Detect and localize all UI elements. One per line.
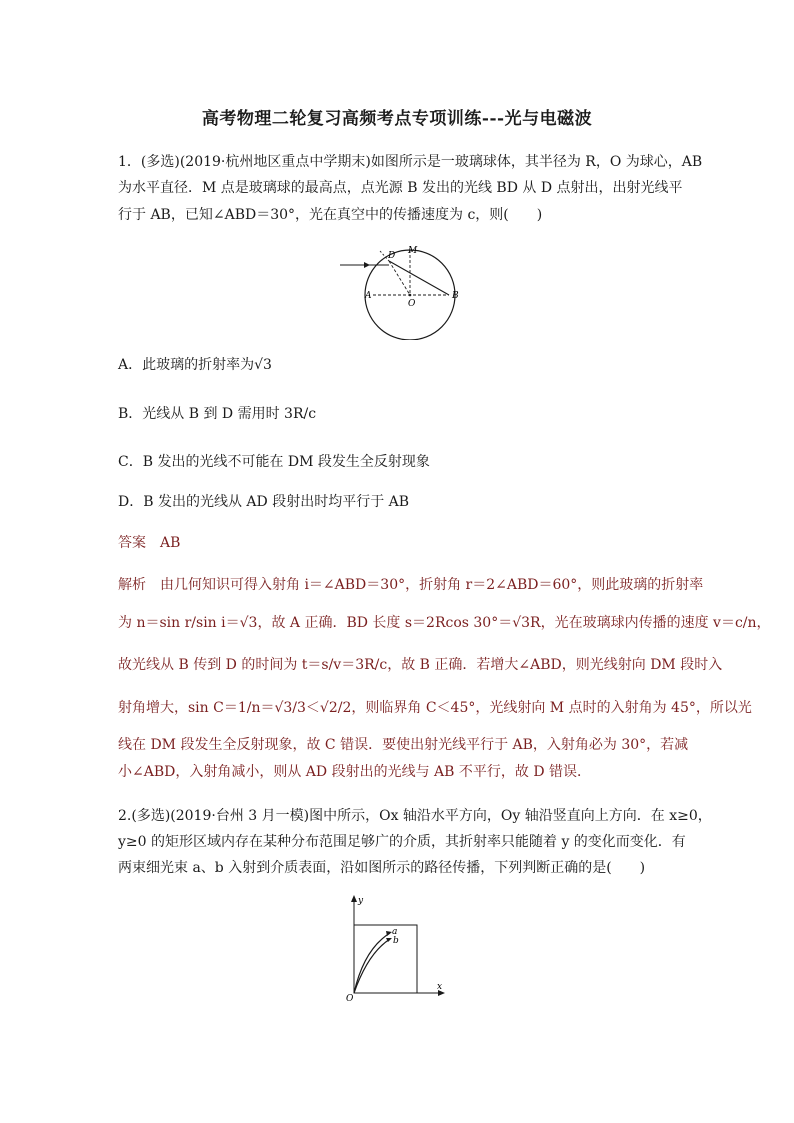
q1-stem-line-2: 为水平直径．M 点是玻璃球的最高点，点光源 B 发出的光线 BD 从 D 点射出，出射光线平 xyxy=(118,180,683,196)
option-a: A．此玻璃的折射率为√3 xyxy=(118,357,272,373)
answer: 答案 AB xyxy=(118,535,181,551)
analysis-line-2: 为 n＝sin r/sin i＝√3，故 A 正确．BD 长度 s＝2Rcos 30°＝√3R，光在玻璃球内传播的速度 v＝c/n， xyxy=(118,615,771,631)
analysis-line-1: 解析 由几何知识可得入射角 i＝∠ABD＝30°，折射角 r＝2∠ABD＝60°，则此玻璃的折射率 xyxy=(118,577,704,593)
label-o: O xyxy=(408,299,416,309)
label-m: M xyxy=(408,246,418,256)
analysis-line-5: 线在 DM 段发生全反射现象，故 C 错误．要使出射光线平行于 AB，入射角必为 30°，若减 xyxy=(118,737,689,753)
q1-stem-line-3: 行于 AB，已知∠ABD＝30°，光在真空中的传播速度为 c，则( ) xyxy=(118,207,543,223)
label-b: B xyxy=(452,291,459,301)
label-a: A xyxy=(365,291,372,301)
q1-stem-line-1: 1．(多选)(2019·杭州地区重点中学期末)如图所示是一玻璃球体，其半径为 R，O 为球心，AB xyxy=(118,154,703,170)
analysis-line-6: 小∠ABD，入射角减小，则从 AD 段射出的光线与 AB 不平行，故 D 错误． xyxy=(118,764,592,780)
label-origin: O xyxy=(346,994,354,1004)
glass-sphere-figure xyxy=(328,245,473,340)
label-d: D xyxy=(388,251,396,261)
page-title: 高考物理二轮复习高频考点专项训练---光与电磁波 xyxy=(201,109,593,129)
label-x: x xyxy=(437,982,443,992)
option-d: D．B 发出的光线从 AD 段射出时均平行于 AB xyxy=(118,494,410,510)
option-b: B．光线从 B 到 D 需用时 3R/c xyxy=(118,406,317,422)
label-a-beam: a xyxy=(392,927,398,937)
analysis-line-3: 故光线从 B 传到 D 的时间为 t＝s/v＝3R/c，故 B 正确．若增大∠ABD，则光线射向 DM 段时入 xyxy=(118,657,723,673)
label-y: y xyxy=(358,896,364,906)
q2-stem-line-2: y≥0 的矩形区域内存在某种分布范围足够广的介质，其折射率只能随着 y 的变化而变化．有 xyxy=(118,834,686,850)
analysis-line-4: 射角增大，sin C＝1/n＝√3/3＜√2/2，则临界角 C＜45°，光线射向 M 点时的入射角为 45°，所以光 xyxy=(118,700,752,716)
light-path-figure xyxy=(340,893,450,1005)
option-c: C．B 发出的光线不可能在 DM 段发生全反射现象 xyxy=(118,454,430,470)
q2-stem-line-1: 2.(多选)(2019·台州 3 月一模)图中所示，Ox 轴沿水平方向，Oy 轴沿竖直向上方向．在 x≥0， xyxy=(118,808,712,824)
label-b-beam: b xyxy=(393,936,399,946)
q2-stem-line-3: 两束细光束 a、b 入射到介质表面，沿如图所示的路径传播，下列判断正确的是( ) xyxy=(118,860,646,876)
